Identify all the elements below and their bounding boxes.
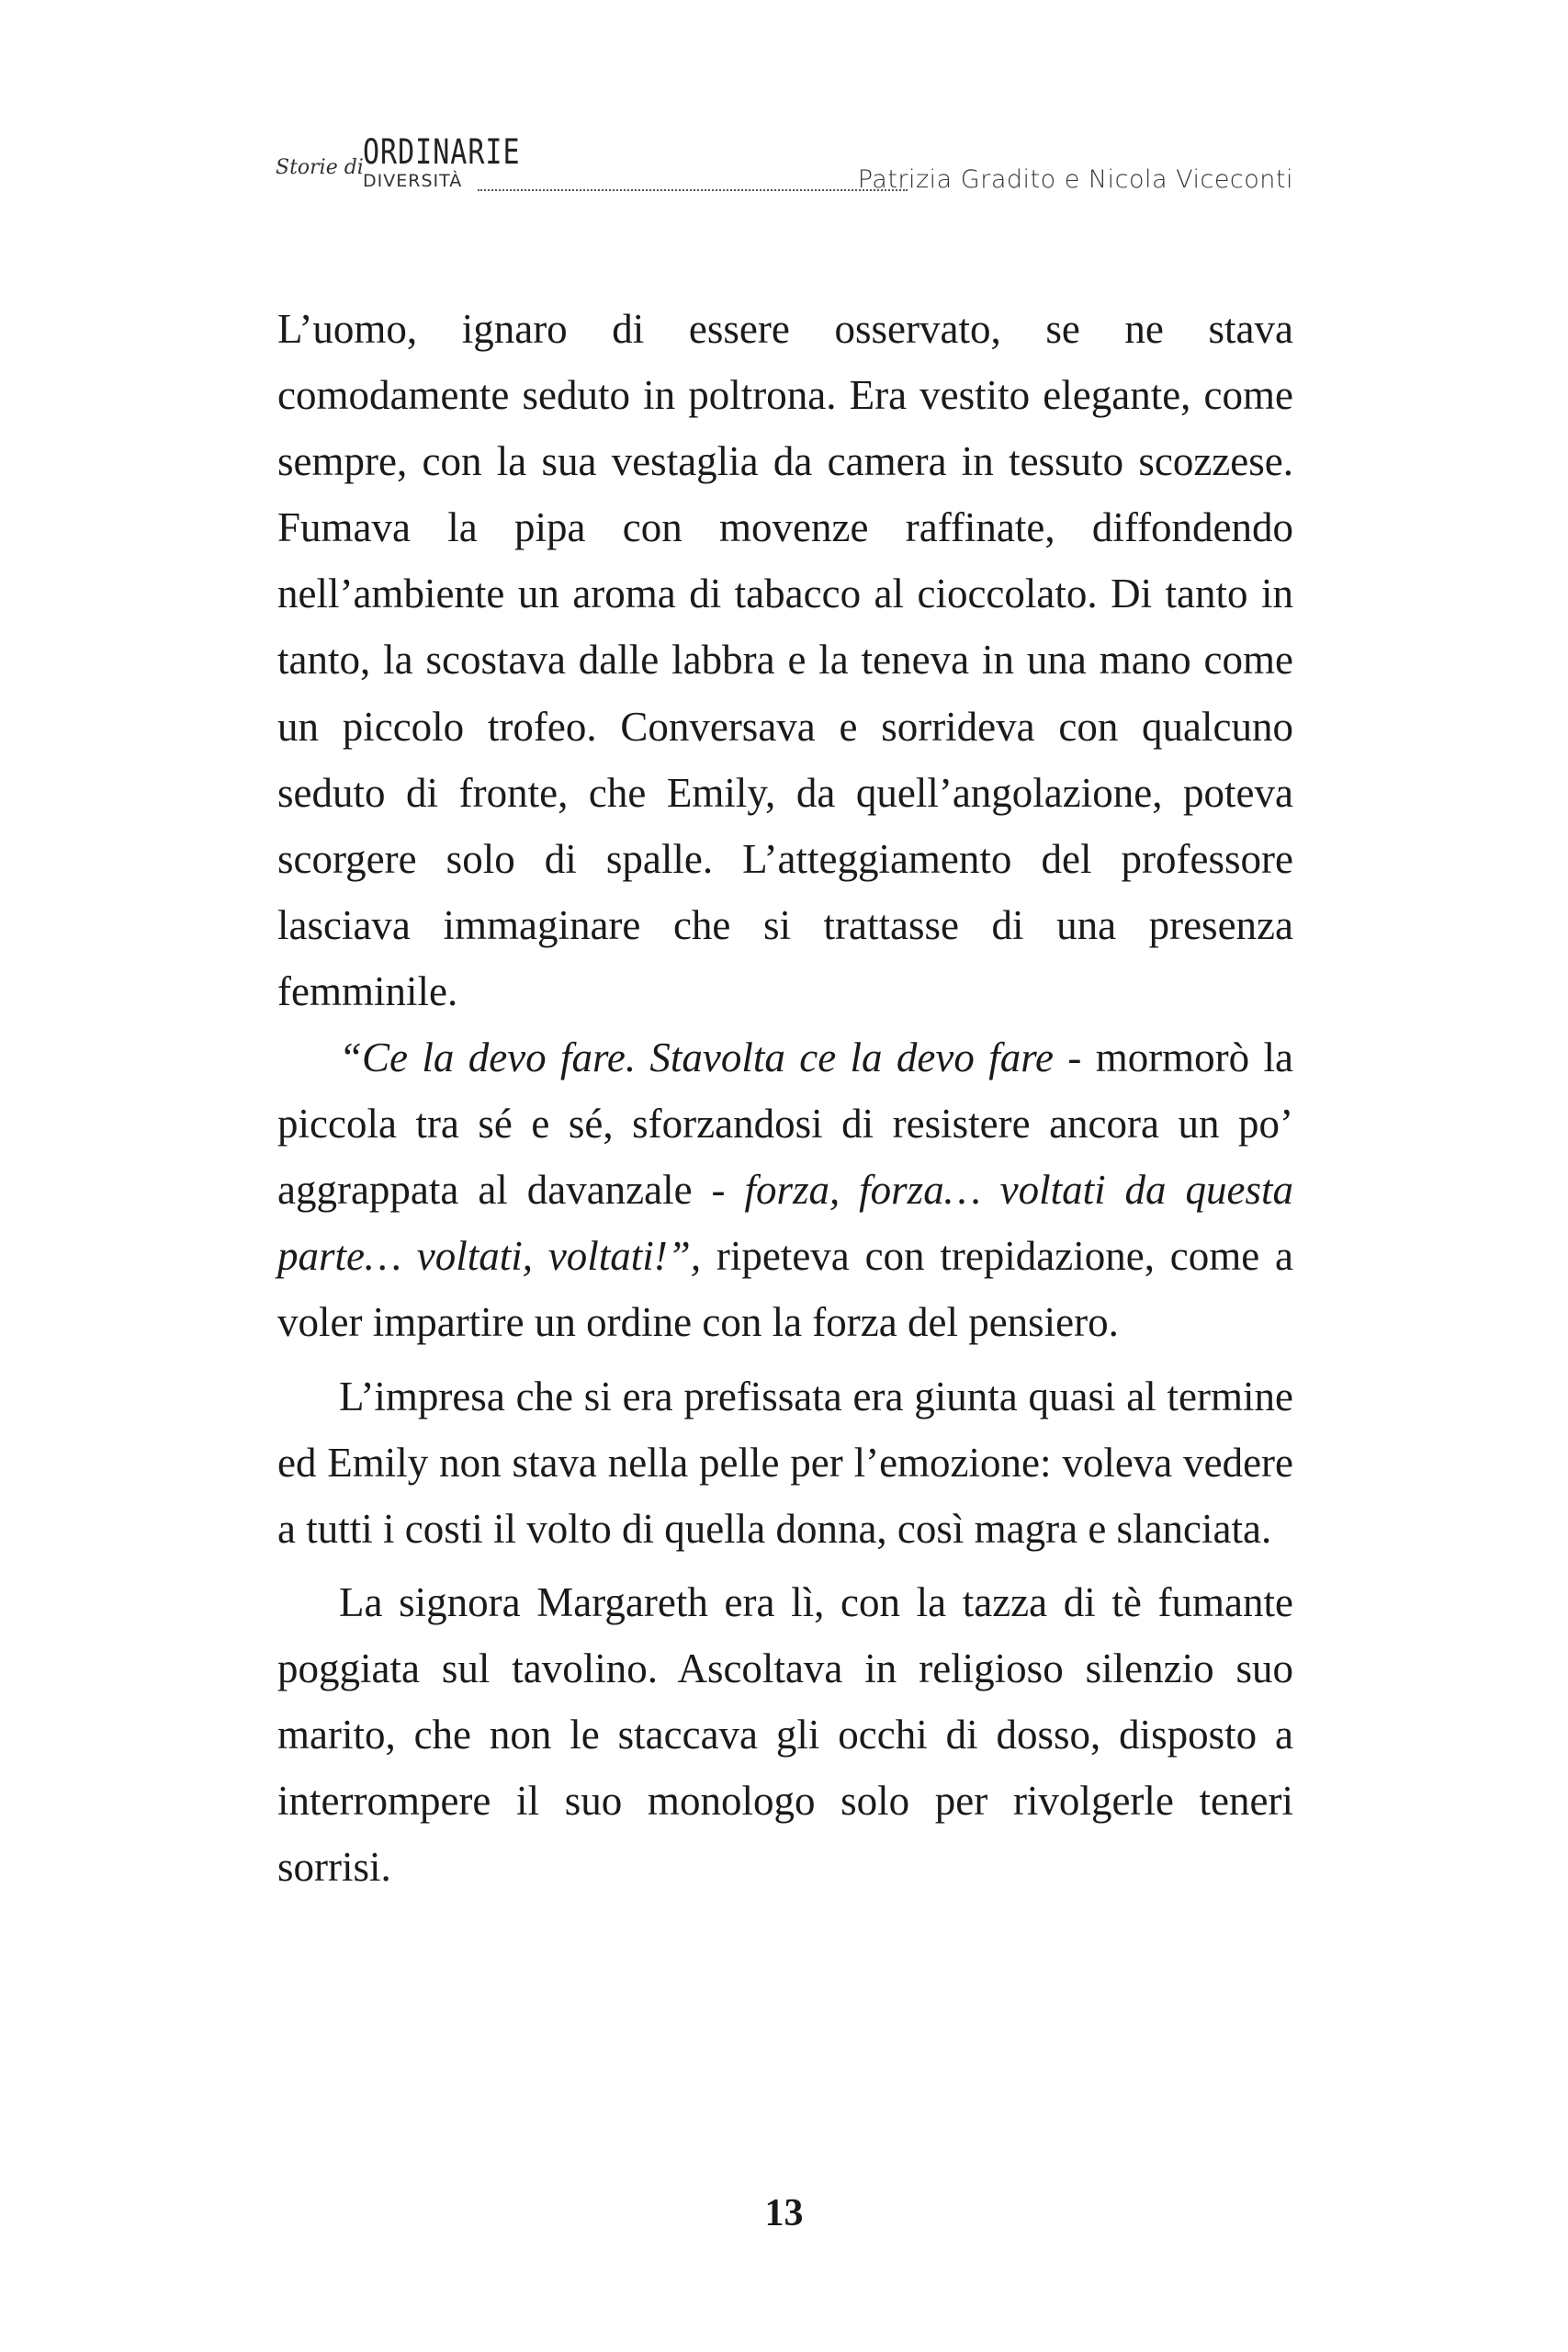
page-number: 13 <box>764 2192 804 2234</box>
paragraph-1: L’uomo, ignaro di essere osservato, se ne stava comodamente seduto in poltrona. Era vestito elegante, come sempre, con la sua vestaglia da camera in tessuto scozzese. Fumava la pipa con movenze raffinate, diffondendo nell’ambiente un aroma di tabacco al cioccolato. Di tanto in tanto, la scostava dalle labbra e la teneva in una mano come un piccolo trofeo. Conversava e sorrideva con qualcuno seduto di fronte, che Emily, da quell’angolazione, poteva scorgere solo di spalle. L’atteggiamento del professore lasciava immaginare che si trattasse di una presenza femminile. <box>277 306 1293 1014</box>
series-title: ORDINARIE <box>363 132 521 173</box>
narration-1: - mormorò la piccola tra sé e sé, sforzandosi di resistere ancora un po’ aggrappata al davanzale - <box>277 1035 1293 1214</box>
series-prefix: Storie di <box>276 156 364 179</box>
series-subtitle: DIVERSITÀ <box>363 171 463 191</box>
paragraph-2 <box>277 1024 1293 1355</box>
header-authors: Patrizia Gradito e Nicola Viceconti <box>857 165 1293 194</box>
body-text <box>277 296 1293 1900</box>
paragraph-4: La signora Margareth era lì, con la tazza di tè fumante poggiata sul tavolino. Ascoltava in religioso silenzio suo marito, che non le staccava gli occhi di dosso, disposto a interrompere il suo monologo solo per rivolgerle teneri sorrisi. <box>277 1578 1293 1891</box>
paragraph-3: L’impresa che si era prefissata era giunta quasi al termine ed Emily non stava nella pelle per l’emozione: voleva vedere a tutti i costi il volto di quella donna, così magra e slanciata. <box>277 1373 1293 1552</box>
narration-2: ripeteva con trepidazione, come a voler impartire un ordine con la forza del pensiero. <box>277 1233 1293 1346</box>
dialogue-italic-1: “Ce la devo fare. Stavolta ce la devo fare <box>339 1035 1055 1081</box>
running-header <box>276 129 1293 202</box>
dialogue-italic-2: forza, forza… voltati da questa parte… voltati, voltati!”, <box>277 1167 1293 1280</box>
header-dotted-leader <box>478 189 908 191</box>
series-logo <box>276 129 521 202</box>
